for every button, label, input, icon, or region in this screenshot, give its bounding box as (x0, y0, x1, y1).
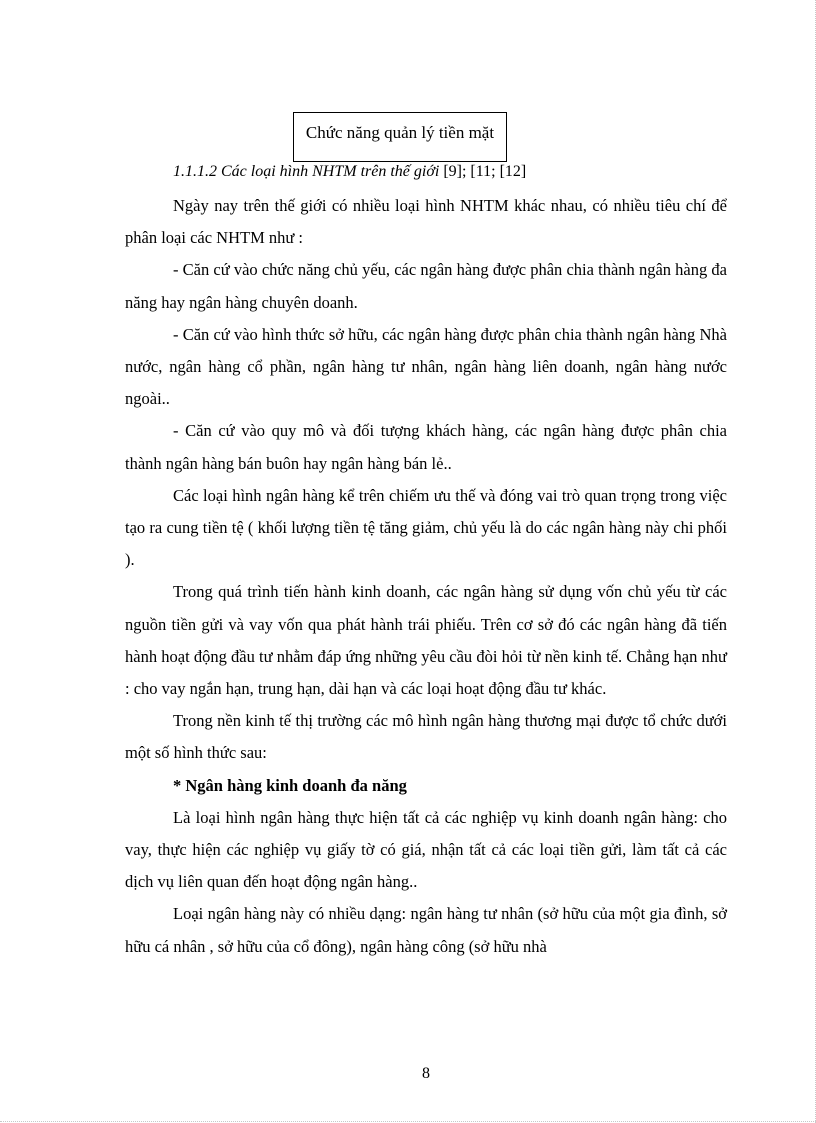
paragraph: - Căn cứ vào quy mô và đối tượng khách hàng, các ngân hàng được phân chia thành ngân hàng bán buôn hay ngân hàng bán lẻ.. (125, 421, 727, 473)
subheading: * Ngân hàng kinh doanh đa năng (173, 775, 407, 795)
paragraph: - Căn cứ vào chức năng chủ yếu, các ngân hàng được phân chia thành ngân hàng đa năng hay ngân hàng chuyên doanh. (125, 260, 727, 312)
paragraph: Trong quá trình tiến hành kinh doanh, các ngân hàng sử dụng vốn chủ yếu từ các nguồn tiền gửi và vay vốn qua phát hành trái phiếu. Trên cơ sở đó các ngân hàng đã tiến hành hoạt động đầu tư nhằm đáp ứng những yêu cầu đòi hỏi từ nền kinh tế. Chẳng hạn như : cho vay ngắn hạn, trung hạn, dài hạn và các loại hoạt động đầu tư khác. (125, 582, 727, 699)
callout-box (293, 112, 507, 162)
paragraph: Là loại hình ngân hàng thực hiện tất cả các nghiệp vụ kinh doanh ngân hàng: cho vay, thực hiện các nghiệp vụ giấy tờ có giá, nhận tất cả các loại tiền gửi, làm tất cả các dịch vụ liên quan đến hoạt động ngân hàng.. (125, 807, 727, 892)
page-border-bottom (0, 1121, 816, 1122)
paragraph: Các loại hình ngân hàng kể trên chiếm ưu thế và đóng vai trò quan trọng trong việc tạo ra cung tiền tệ ( khối lượng tiền tệ tăng giảm, chủ yếu là do các ngân hàng này chi phối ). (125, 485, 727, 570)
body-text (125, 190, 727, 963)
section-heading-refs: [9]; [11; [12] (439, 163, 527, 180)
callout-text: Chức năng quản lý tiền mặt (305, 123, 495, 142)
section-heading (173, 162, 526, 182)
paragraph: Ngày nay trên thế giới có nhiều loại hình NHTM khác nhau, có nhiều tiêu chí để phân loại các NHTM như : (125, 196, 727, 248)
paragraph: Trong nền kinh tế thị trường các mô hình ngân hàng thương mại được tổ chức dưới một số hình thức sau: (125, 711, 727, 763)
paragraph: - Căn cứ vào hình thức sở hữu, các ngân hàng được phân chia thành ngân hàng Nhà nước, ngân hàng cổ phần, ngân hàng tư nhân, ngân hàng liên doanh, ngân hàng nước ngoài.. (125, 324, 727, 409)
page-number: 8 (422, 1065, 430, 1082)
paragraph: Loại ngân hàng này có nhiều dạng: ngân hàng tư nhân (sở hữu của một gia đình, sở hữu cá nhân , sở hữu của cổ đông), ngân hàng công (sở hữu nhà (125, 904, 727, 956)
section-heading-title: 1.1.1.2 Các loại hình NHTM trên thế giới (173, 163, 440, 180)
